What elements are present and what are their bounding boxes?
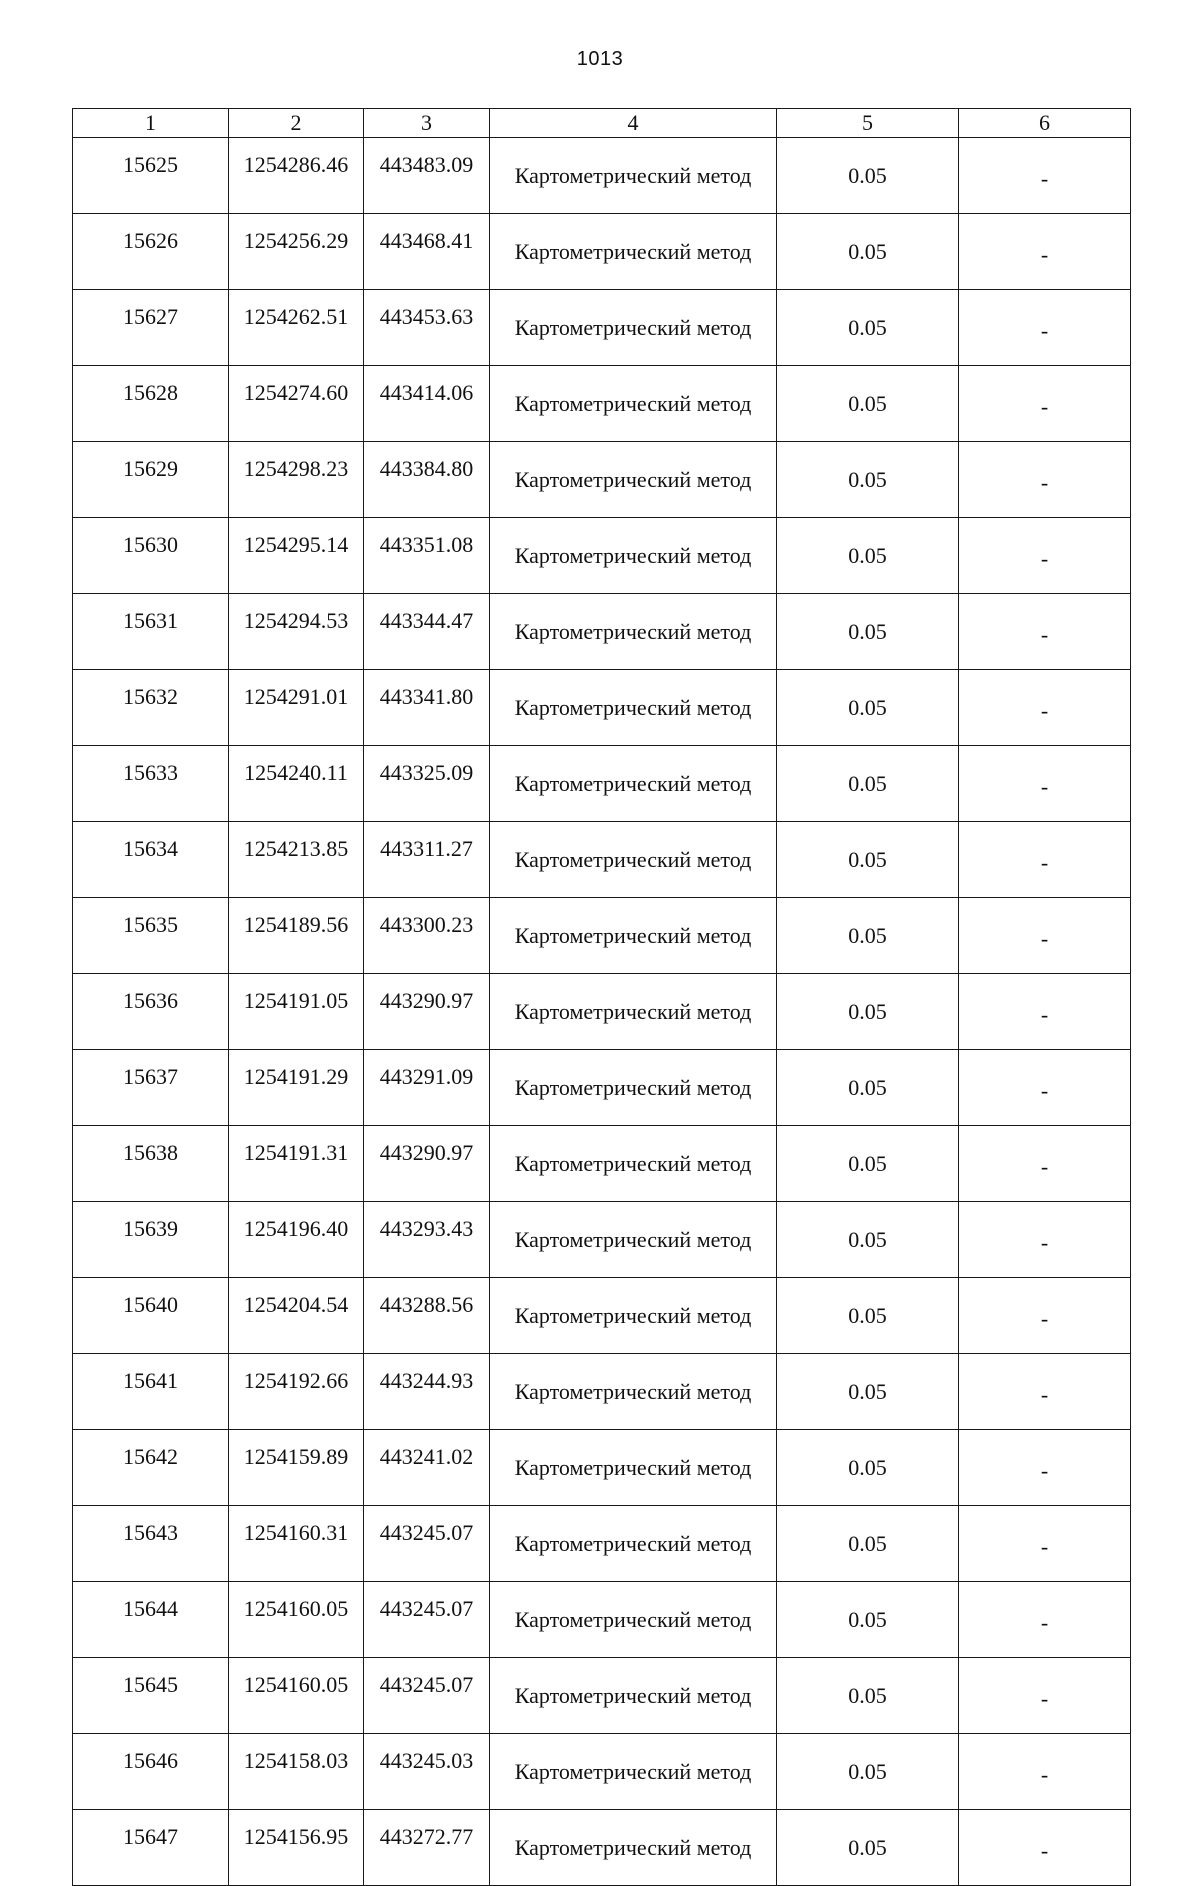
- table-row: [73, 1278, 1131, 1354]
- table-row: [73, 1582, 1131, 1658]
- table-row: [73, 1430, 1131, 1506]
- method-cell: Картометрический метод: [490, 1582, 777, 1658]
- description-cell: -: [959, 898, 1131, 974]
- header-cell-point: 1: [73, 109, 229, 138]
- description-cell: -: [959, 974, 1131, 1050]
- description-cell: -: [959, 822, 1131, 898]
- y-coordinate-cell: 443414.06: [364, 366, 490, 442]
- accuracy-cell: 0.05: [777, 1354, 959, 1430]
- description-cell: -: [959, 1278, 1131, 1354]
- header-cell-method: 4: [490, 109, 777, 138]
- method-cell: Картометрический метод: [490, 214, 777, 290]
- table-header: [73, 109, 1131, 138]
- y-coordinate-cell: 443384.80: [364, 442, 490, 518]
- method-cell: Картометрический метод: [490, 1734, 777, 1810]
- table-row: [73, 822, 1131, 898]
- method-cell: Картометрический метод: [490, 898, 777, 974]
- point-number-cell: 15626: [73, 214, 229, 290]
- accuracy-cell: 0.05: [777, 1430, 959, 1506]
- point-number-cell: 15634: [73, 822, 229, 898]
- point-number-cell: 15638: [73, 1126, 229, 1202]
- point-number-cell: 15629: [73, 442, 229, 518]
- table-row: [73, 898, 1131, 974]
- table-row: [73, 1202, 1131, 1278]
- header-cell-description: 6: [959, 109, 1131, 138]
- description-cell: -: [959, 746, 1131, 822]
- y-coordinate-cell: 443453.63: [364, 290, 490, 366]
- y-coordinate-cell: 443290.97: [364, 974, 490, 1050]
- method-cell: Картометрический метод: [490, 290, 777, 366]
- table-row: [73, 594, 1131, 670]
- point-number-cell: 15628: [73, 366, 229, 442]
- table-row: [73, 1506, 1131, 1582]
- y-coordinate-cell: 443291.09: [364, 1050, 490, 1126]
- header-cell-y: 3: [364, 109, 490, 138]
- description-cell: -: [959, 594, 1131, 670]
- description-cell: -: [959, 1734, 1131, 1810]
- table-row: [73, 290, 1131, 366]
- accuracy-cell: 0.05: [777, 670, 959, 746]
- x-coordinate-cell: 1254156.95: [229, 1810, 364, 1886]
- method-cell: Картометрический метод: [490, 1430, 777, 1506]
- x-coordinate-cell: 1254160.05: [229, 1658, 364, 1734]
- y-coordinate-cell: 443341.80: [364, 670, 490, 746]
- point-number-cell: 15639: [73, 1202, 229, 1278]
- method-cell: Картометрический метод: [490, 594, 777, 670]
- description-cell: -: [959, 138, 1131, 214]
- y-coordinate-cell: 443241.02: [364, 1430, 490, 1506]
- description-cell: -: [959, 1354, 1131, 1430]
- table-row: [73, 518, 1131, 594]
- accuracy-cell: 0.05: [777, 214, 959, 290]
- description-cell: -: [959, 290, 1131, 366]
- accuracy-cell: 0.05: [777, 290, 959, 366]
- point-number-cell: 15637: [73, 1050, 229, 1126]
- point-number-cell: 15644: [73, 1582, 229, 1658]
- description-cell: -: [959, 1658, 1131, 1734]
- method-cell: Картометрический метод: [490, 1354, 777, 1430]
- header-row: [73, 109, 1131, 138]
- accuracy-cell: 0.05: [777, 1126, 959, 1202]
- y-coordinate-cell: 443325.09: [364, 746, 490, 822]
- page-number: 1013: [576, 48, 624, 70]
- accuracy-cell: 0.05: [777, 442, 959, 518]
- accuracy-cell: 0.05: [777, 518, 959, 594]
- accuracy-cell: 0.05: [777, 1582, 959, 1658]
- method-cell: Картометрический метод: [490, 138, 777, 214]
- x-coordinate-cell: 1254196.40: [229, 1202, 364, 1278]
- accuracy-cell: 0.05: [777, 898, 959, 974]
- x-coordinate-cell: 1254160.31: [229, 1506, 364, 1582]
- method-cell: Картометрический метод: [490, 670, 777, 746]
- x-coordinate-cell: 1254256.29: [229, 214, 364, 290]
- table-row: [73, 366, 1131, 442]
- accuracy-cell: 0.05: [777, 822, 959, 898]
- x-coordinate-cell: 1254159.89: [229, 1430, 364, 1506]
- point-number-cell: 15636: [73, 974, 229, 1050]
- method-cell: Картометрический метод: [490, 1126, 777, 1202]
- table-row: [73, 1050, 1131, 1126]
- x-coordinate-cell: 1254240.11: [229, 746, 364, 822]
- x-coordinate-cell: 1254213.85: [229, 822, 364, 898]
- description-cell: -: [959, 214, 1131, 290]
- method-cell: Картометрический метод: [490, 746, 777, 822]
- table-row: [73, 1354, 1131, 1430]
- accuracy-cell: 0.05: [777, 1202, 959, 1278]
- table-row: [73, 670, 1131, 746]
- x-coordinate-cell: 1254189.56: [229, 898, 364, 974]
- point-number-cell: 15646: [73, 1734, 229, 1810]
- y-coordinate-cell: 443351.08: [364, 518, 490, 594]
- description-cell: -: [959, 1126, 1131, 1202]
- x-coordinate-cell: 1254286.46: [229, 138, 364, 214]
- point-number-cell: 15633: [73, 746, 229, 822]
- y-coordinate-cell: 443272.77: [364, 1810, 490, 1886]
- point-number-cell: 15630: [73, 518, 229, 594]
- x-coordinate-cell: 1254298.23: [229, 442, 364, 518]
- method-cell: Картометрический метод: [490, 442, 777, 518]
- accuracy-cell: 0.05: [777, 594, 959, 670]
- x-coordinate-cell: 1254204.54: [229, 1278, 364, 1354]
- table-row: [73, 214, 1131, 290]
- point-number-cell: 15645: [73, 1658, 229, 1734]
- y-coordinate-cell: 443311.27: [364, 822, 490, 898]
- accuracy-cell: 0.05: [777, 1734, 959, 1810]
- description-cell: -: [959, 670, 1131, 746]
- x-coordinate-cell: 1254291.01: [229, 670, 364, 746]
- method-cell: Картометрический метод: [490, 1658, 777, 1734]
- table-row: [73, 1810, 1131, 1886]
- point-number-cell: 15642: [73, 1430, 229, 1506]
- description-cell: -: [959, 1050, 1131, 1126]
- x-coordinate-cell: 1254191.29: [229, 1050, 364, 1126]
- y-coordinate-cell: 443245.07: [364, 1658, 490, 1734]
- description-cell: -: [959, 442, 1131, 518]
- description-cell: -: [959, 366, 1131, 442]
- accuracy-cell: 0.05: [777, 1506, 959, 1582]
- point-number-cell: 15641: [73, 1354, 229, 1430]
- point-number-cell: 15632: [73, 670, 229, 746]
- accuracy-cell: 0.05: [777, 1278, 959, 1354]
- accuracy-cell: 0.05: [777, 746, 959, 822]
- method-cell: Картометрический метод: [490, 518, 777, 594]
- x-coordinate-cell: 1254274.60: [229, 366, 364, 442]
- header-cell-accuracy: 5: [777, 109, 959, 138]
- x-coordinate-cell: 1254262.51: [229, 290, 364, 366]
- method-cell: Картометрический метод: [490, 1050, 777, 1126]
- point-number-cell: 15643: [73, 1506, 229, 1582]
- y-coordinate-cell: 443293.43: [364, 1202, 490, 1278]
- table-row: [73, 746, 1131, 822]
- method-cell: Картометрический метод: [490, 1278, 777, 1354]
- x-coordinate-cell: 1254192.66: [229, 1354, 364, 1430]
- point-number-cell: 15631: [73, 594, 229, 670]
- table-row: [73, 1734, 1131, 1810]
- description-cell: -: [959, 1430, 1131, 1506]
- method-cell: Картометрический метод: [490, 1202, 777, 1278]
- accuracy-cell: 0.05: [777, 366, 959, 442]
- description-cell: -: [959, 1506, 1131, 1582]
- point-number-cell: 15647: [73, 1810, 229, 1886]
- y-coordinate-cell: 443300.23: [364, 898, 490, 974]
- description-cell: -: [959, 1810, 1131, 1886]
- x-coordinate-cell: 1254294.53: [229, 594, 364, 670]
- y-coordinate-cell: 443468.41: [364, 214, 490, 290]
- x-coordinate-cell: 1254160.05: [229, 1582, 364, 1658]
- point-number-cell: 15640: [73, 1278, 229, 1354]
- point-number-cell: 15627: [73, 290, 229, 366]
- accuracy-cell: 0.05: [777, 1050, 959, 1126]
- method-cell: Картометрический метод: [490, 974, 777, 1050]
- method-cell: Картометрический метод: [490, 1506, 777, 1582]
- table-row: [73, 442, 1131, 518]
- accuracy-cell: 0.05: [777, 974, 959, 1050]
- y-coordinate-cell: 443245.03: [364, 1734, 490, 1810]
- x-coordinate-cell: 1254295.14: [229, 518, 364, 594]
- description-cell: -: [959, 1582, 1131, 1658]
- y-coordinate-cell: 443344.47: [364, 594, 490, 670]
- description-cell: -: [959, 1202, 1131, 1278]
- method-cell: Картометрический метод: [490, 822, 777, 898]
- table-row: [73, 974, 1131, 1050]
- coordinates-table: [72, 108, 1131, 1886]
- table-row: [73, 138, 1131, 214]
- method-cell: Картометрический метод: [490, 366, 777, 442]
- accuracy-cell: 0.05: [777, 138, 959, 214]
- accuracy-cell: 0.05: [777, 1810, 959, 1886]
- header-cell-x: 2: [229, 109, 364, 138]
- y-coordinate-cell: 443290.97: [364, 1126, 490, 1202]
- point-number-cell: 15625: [73, 138, 229, 214]
- y-coordinate-cell: 443245.07: [364, 1506, 490, 1582]
- point-number-cell: 15635: [73, 898, 229, 974]
- x-coordinate-cell: 1254191.05: [229, 974, 364, 1050]
- y-coordinate-cell: 443288.56: [364, 1278, 490, 1354]
- y-coordinate-cell: 443245.07: [364, 1582, 490, 1658]
- y-coordinate-cell: 443483.09: [364, 138, 490, 214]
- table-body: [73, 138, 1131, 1886]
- table-row: [73, 1126, 1131, 1202]
- x-coordinate-cell: 1254191.31: [229, 1126, 364, 1202]
- x-coordinate-cell: 1254158.03: [229, 1734, 364, 1810]
- y-coordinate-cell: 443244.93: [364, 1354, 490, 1430]
- description-cell: -: [959, 518, 1131, 594]
- method-cell: Картометрический метод: [490, 1810, 777, 1886]
- accuracy-cell: 0.05: [777, 1658, 959, 1734]
